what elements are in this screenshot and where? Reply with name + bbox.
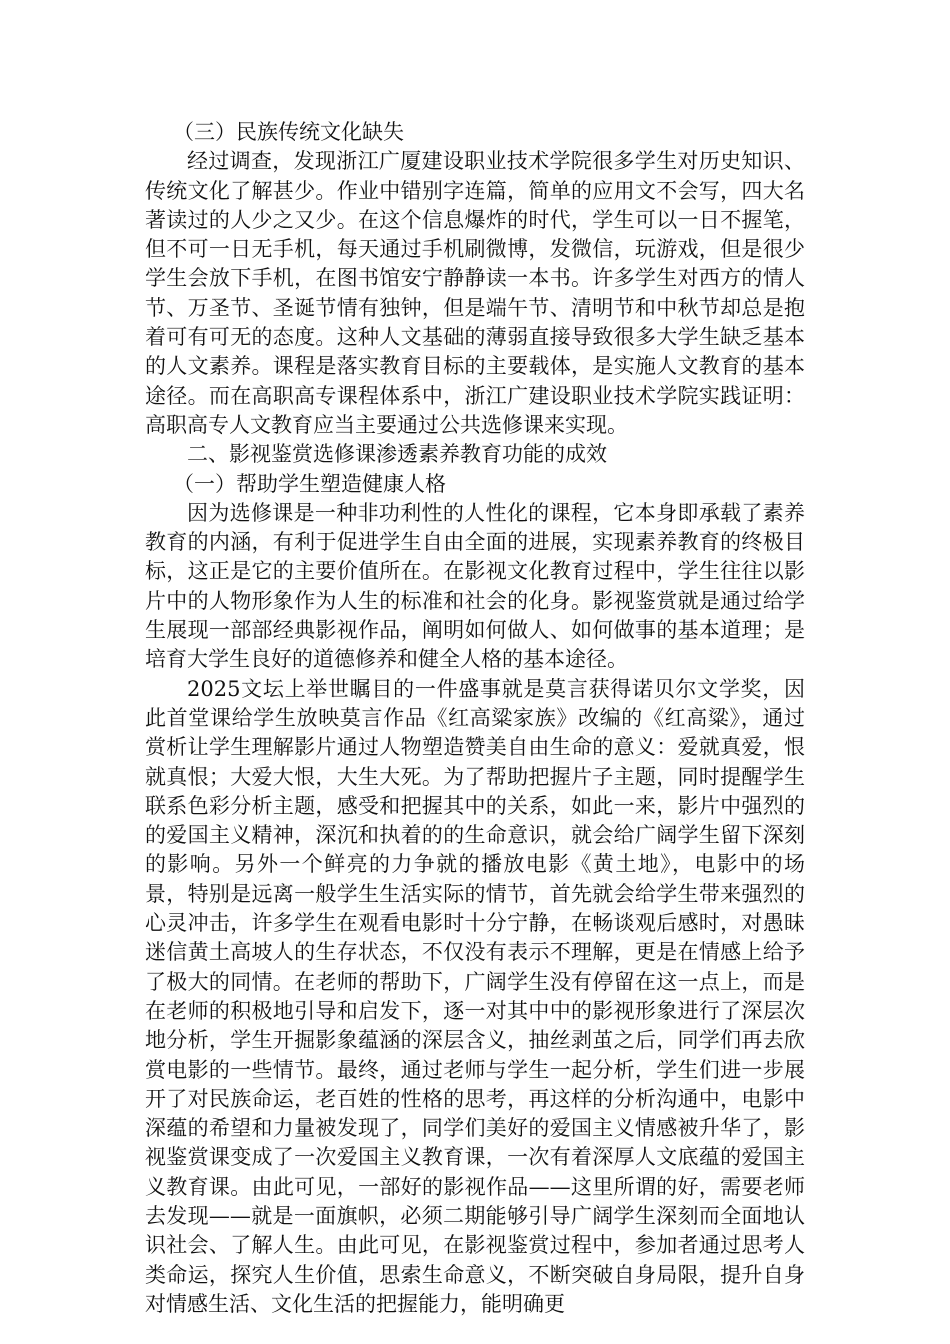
document-page <box>145 118 805 1319</box>
paragraph-film-examples: 2025文坛上举世瞩目的一件盛事就是莫言获得诺贝尔文学奖，因此首堂课给学生放映莫言作品《红高粱家族》改编的《红高粱》，通过赏析让学生理解影片通过人物塑造赞美自由生命的意义：爱就真爱，恨就真恨；大爱大恨，大生大死。为了帮助把握片子主题，同时提醒学生联系色彩分析主题，感受和把握其中的关系，如此一来，影片中强烈的的爱国主义精神，深沉和执着的的生命意识，就会给广阔学生留下深刻的影响。另外一个鲜亮的力争就的播放电影《黄土地》，电影中的场景，特别是远离一般学生生活实际的情节，首先就会给学生带来强烈的心灵冲击，许多学生在观看电影时十分宁静，在畅谈观后感时，对愚昧迷信黄土高坡人的生存状态，不仅没有表示不理解，更是在情感上给予了极大的同情。在老师的帮助下，广阔学生没有停留在这一点上，而是在老师的积极地引导和启发下，逐一对其中中的影视形象进行了深层次地分析，学生开掘影象蕴涵的深层含义，抽丝剥茧之后，同学们再去欣赏电影的一些情节。最终，通过老师与学生一起分析，学生们进一步展开了对民族命运，老百姓的性格的思考，再这样的分析沟通中，电影中深蕴的希望和力量被发现了，同学们美好的爱国主义情感被升华了，影视鉴赏课变成了一次爱国主义教育课，一次有着深厚人文底蕴的爱国主义教育课。由此可见，一部好的影视作品——这里所谓的好，需要老师去发现——就是一面旗帜，必须二期能够引导广阔学生深刻而全面地认识社会、了解人生。由此可见，在影视鉴赏过程中，参加者通过思考人类命运，探究人生价值，思索生命意义，不断突破自身局限，提升自身对情感生活、文化生活的把握能力，能明确更 <box>145 676 805 1316</box>
paragraph-cultural-deficiency: 经过调查，发现浙江广厦建设职业技术学院很多学生对历史知识、传统文化了解甚少。作业中错别字连篇，简单的应用文不会写，四大名著读过的人少之又少。在这个信息爆炸的时代，学生可以一日不握笔，但不可一日无手机，每天通过手机刷微博，发微信，玩游戏，但是很少学生会放下手机，在图书馆安宁静静读一本书。许多学生对西方的情人节、万圣节、圣诞节情有独钟，但是端午节、清明节和中秋节却总是抱着可有可无的态度。这种人文基础的薄弱直接导致很多大学生缺乏基本的人文素养。课程是落实教育目标的主要载体，是实施人文教育的基本途径。而在高职高专课程体系中，浙江广建设职业技术学院实践证明：高职高专人文教育应当主要通过公共选修课来实现。 <box>145 149 805 437</box>
subsection-heading-3: （三）民族传统文化缺失 <box>173 120 404 144</box>
section-heading-2: 二、影视鉴赏选修课渗透素养教育功能的成效 <box>187 442 607 467</box>
paragraph-healthy-personality: 因为选修课是一种非功利性的人性化的课程，它本身即承载了素养教育的内涵，有利于促进学生自由全面的进展，实现素养教育的终极目标，这正是它的主要价值所在。在影视文化教育过程中，学生往往以影片中的人物形象作为人生的标准和社会的化身。影视鉴赏就是通过给学生展现一部部经典影视作品，阐明如何做人、如何做事的基本道理；是培育大学生良好的道德修养和健全人格的基本途径。 <box>145 500 805 672</box>
subsection-heading-1: （一）帮助学生塑造健康人格 <box>173 471 446 496</box>
